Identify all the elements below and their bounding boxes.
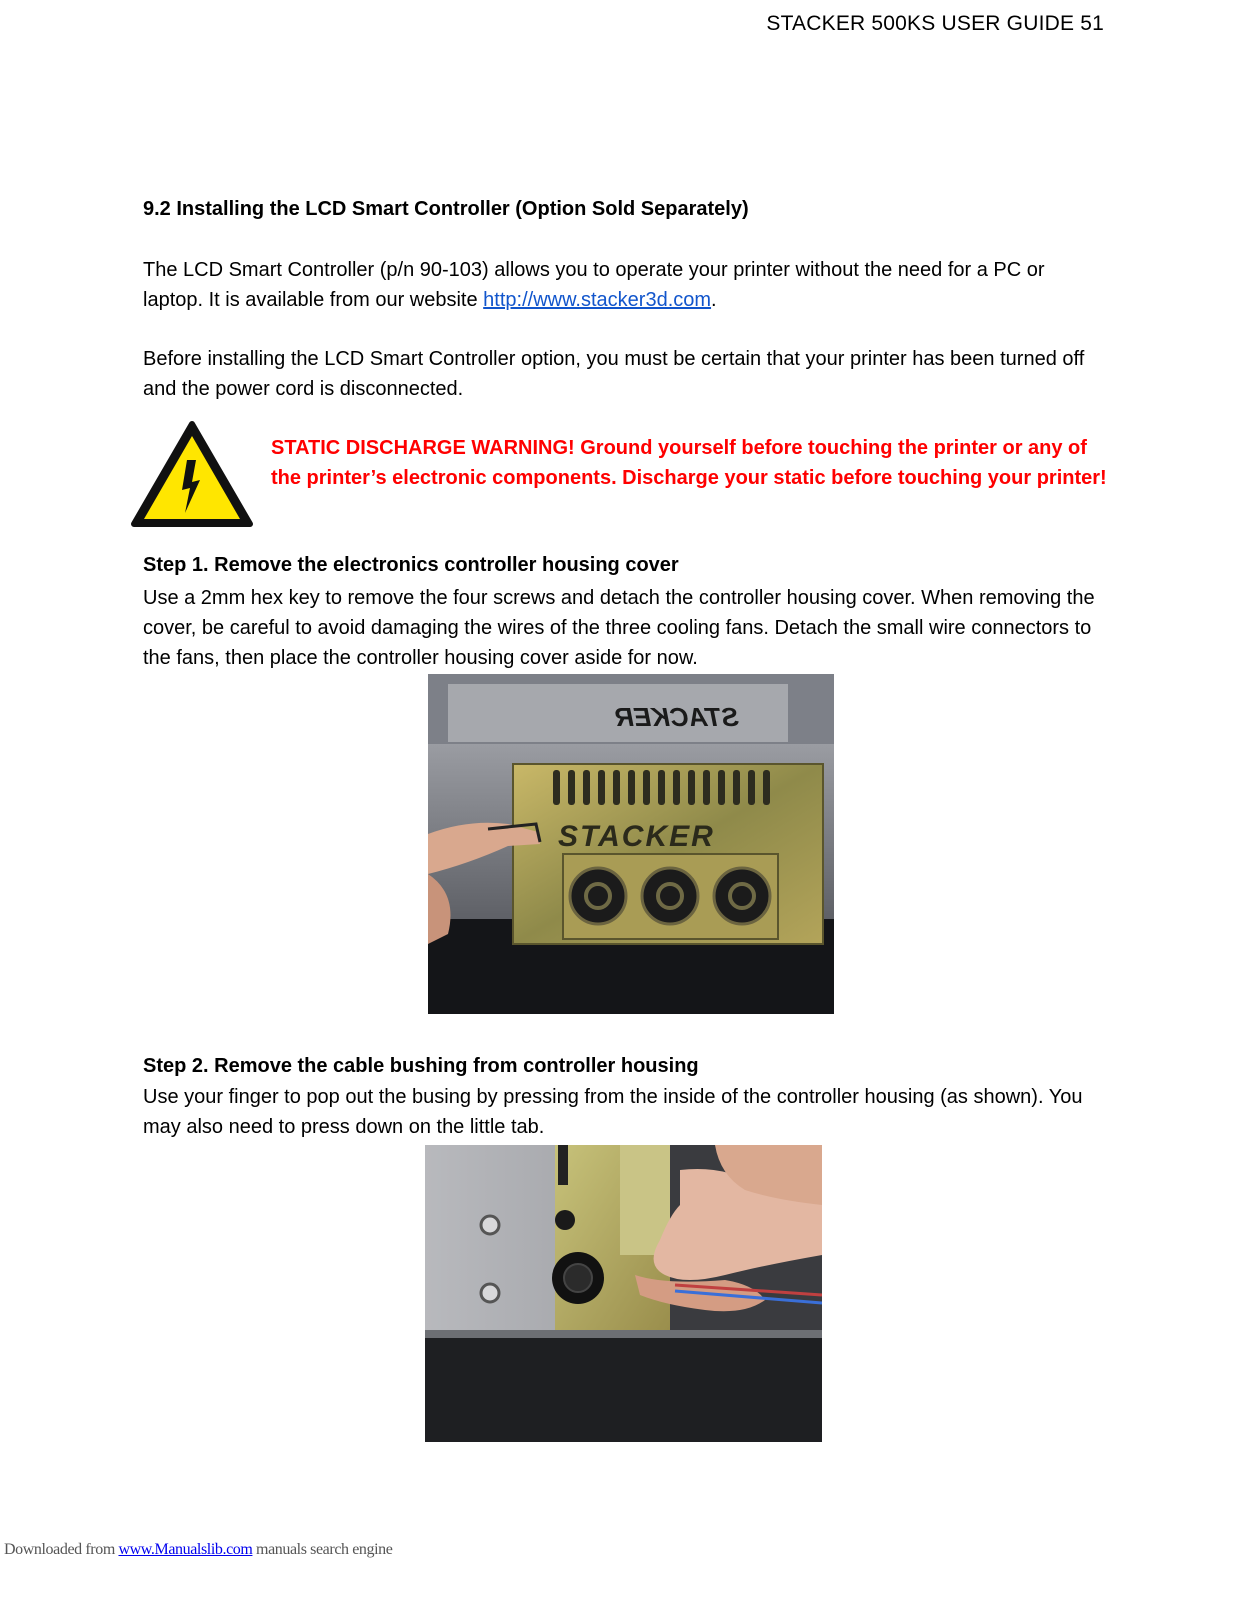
cable-bushing-photo [425, 1145, 822, 1442]
website-link[interactable]: http://www.stacker3d.com [483, 289, 712, 311]
step2-title: Step 2. Remove the cable bushing from controller housing [143, 1055, 699, 1077]
high-voltage-warning-icon [130, 420, 254, 530]
footer-prefix: Downloaded from [4, 1541, 119, 1558]
controller-housing-photo [428, 674, 834, 1014]
intro-text: The LCD Smart Controller (p/n 90-103) allows you to operate your printer without the need for a PC or laptop. It is available from our website [143, 259, 1045, 311]
intro-paragraph [143, 255, 1108, 315]
before-paragraph: Before installing the LCD Smart Controller option, you must be certain that your printer has been turned off and the power cord is disconnected. [143, 348, 1085, 400]
housing-logo-text: STACKER [558, 820, 715, 853]
intro-end: . [711, 289, 717, 311]
manualslib-link[interactable]: www.Manualslib.com [118, 1541, 253, 1558]
footer-suffix: manuals search engine [252, 1541, 393, 1558]
running-header: STACKER 500KS USER GUIDE 51 [766, 12, 1104, 35]
footer [4, 1541, 392, 1559]
static-discharge-warning: STATIC DISCHARGE WARNING! Ground yourself before touching the printer or any of the printer’s electronic components. Discharge your static before touching your printer! [271, 437, 1107, 489]
mirrored-logo-text: STACKER [615, 702, 739, 732]
step2-body: Use your finger to pop out the busing by pressing from the inside of the controller housing (as shown). You may also need to press down on the little tab. [143, 1086, 1083, 1138]
step1-body: Use a 2mm hex key to remove the four screws and detach the controller housing cover. When removing the cover, be careful to avoid damaging the wires of the three cooling fans. Detach the small wire connectors to the fans, then place the controller housing cover aside for now. [143, 587, 1095, 669]
section-title: 9.2 Installing the LCD Smart Controller (Option Sold Separately) [143, 198, 749, 220]
step1-title: Step 1. Remove the electronics controller housing cover [143, 554, 679, 576]
